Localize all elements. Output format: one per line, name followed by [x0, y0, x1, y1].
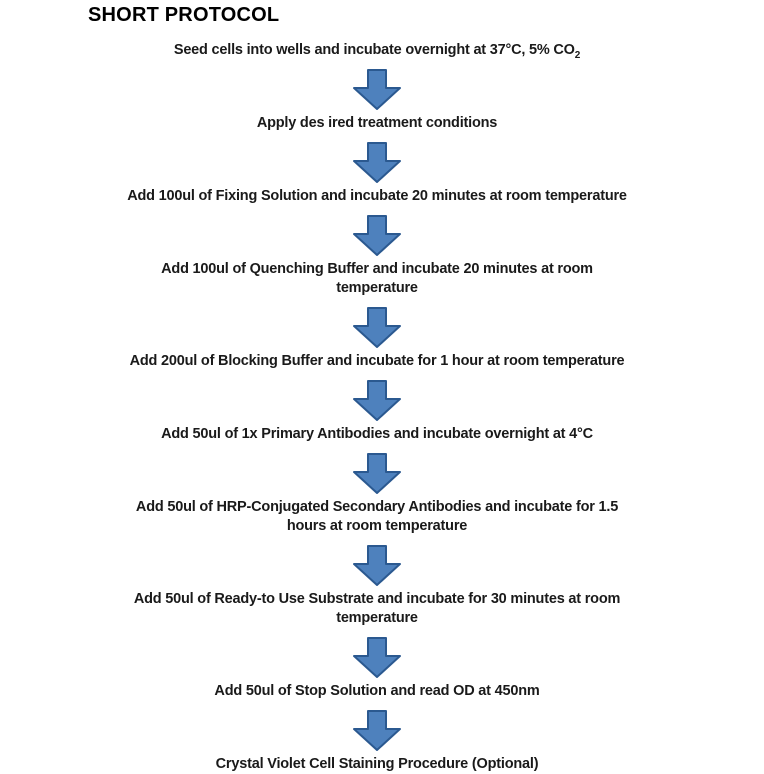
protocol-step-1 — [174, 41, 580, 60]
protocol-step-8-line: temperature — [336, 610, 418, 626]
protocol-step-4-line: Add 100ul of Quenching Buffer and incubate 20 minutes at room — [161, 261, 593, 277]
protocol-flow — [0, 41, 759, 774]
down-arrow-icon — [351, 453, 403, 494]
down-arrow-icon — [351, 215, 403, 256]
protocol-step-8-line: Add 50ul of Ready-to Use Substrate and incubate for 30 minutes at room — [133, 591, 621, 607]
protocol-step-9-line: Add 50ul of Stop Solution and read OD at 450nm — [214, 683, 540, 699]
down-arrow-icon — [351, 142, 403, 183]
down-arrow-icon — [351, 69, 403, 110]
down-arrow-icon — [351, 710, 403, 751]
protocol-step-6-line: Add 50ul of 1x Primary Antibodies and incubate overnight at 4°C — [161, 426, 593, 442]
protocol-step-7-line: Add 50ul of HRP-Conjugated Secondary Antibodies and incubate for 1.5 — [135, 499, 619, 515]
protocol-step-1-line: Seed cells into wells and incubate overnight at 37°C, 5% $CO_2$ — [173, 42, 581, 61]
protocol-step-2-line: Apply des ired treatment conditions — [256, 115, 498, 131]
protocol-step-10 — [216, 755, 539, 774]
protocol-step-7 — [136, 498, 618, 536]
protocol-step-5-line: Add 200ul of Blocking Buffer and incubate for 1 hour at room temperature — [129, 353, 625, 369]
protocol-step-3-line: Add 100ul of Fixing Solution and incubate 20 minutes at room temperature — [127, 188, 627, 204]
protocol-step-6 — [161, 425, 593, 444]
down-arrow-icon — [351, 637, 403, 678]
down-arrow-icon — [351, 307, 403, 348]
protocol-step-2 — [257, 114, 497, 133]
protocol-step-7-line: hours at room temperature — [286, 518, 468, 534]
protocol-step-8 — [134, 590, 620, 628]
protocol-step-9 — [214, 682, 539, 701]
protocol-step-4 — [161, 260, 593, 298]
protocol-step-10-line: Crystal Violet Cell Staining Procedure (Optional) — [215, 756, 539, 772]
page-title: SHORT PROTOCOL — [88, 4, 280, 26]
down-arrow-icon — [351, 545, 403, 586]
protocol-step-3 — [127, 187, 627, 206]
protocol-step-5 — [130, 352, 625, 371]
protocol-step-4-line: temperature — [336, 280, 418, 296]
down-arrow-icon — [351, 380, 403, 421]
subscript-text: 2 — [574, 49, 581, 61]
